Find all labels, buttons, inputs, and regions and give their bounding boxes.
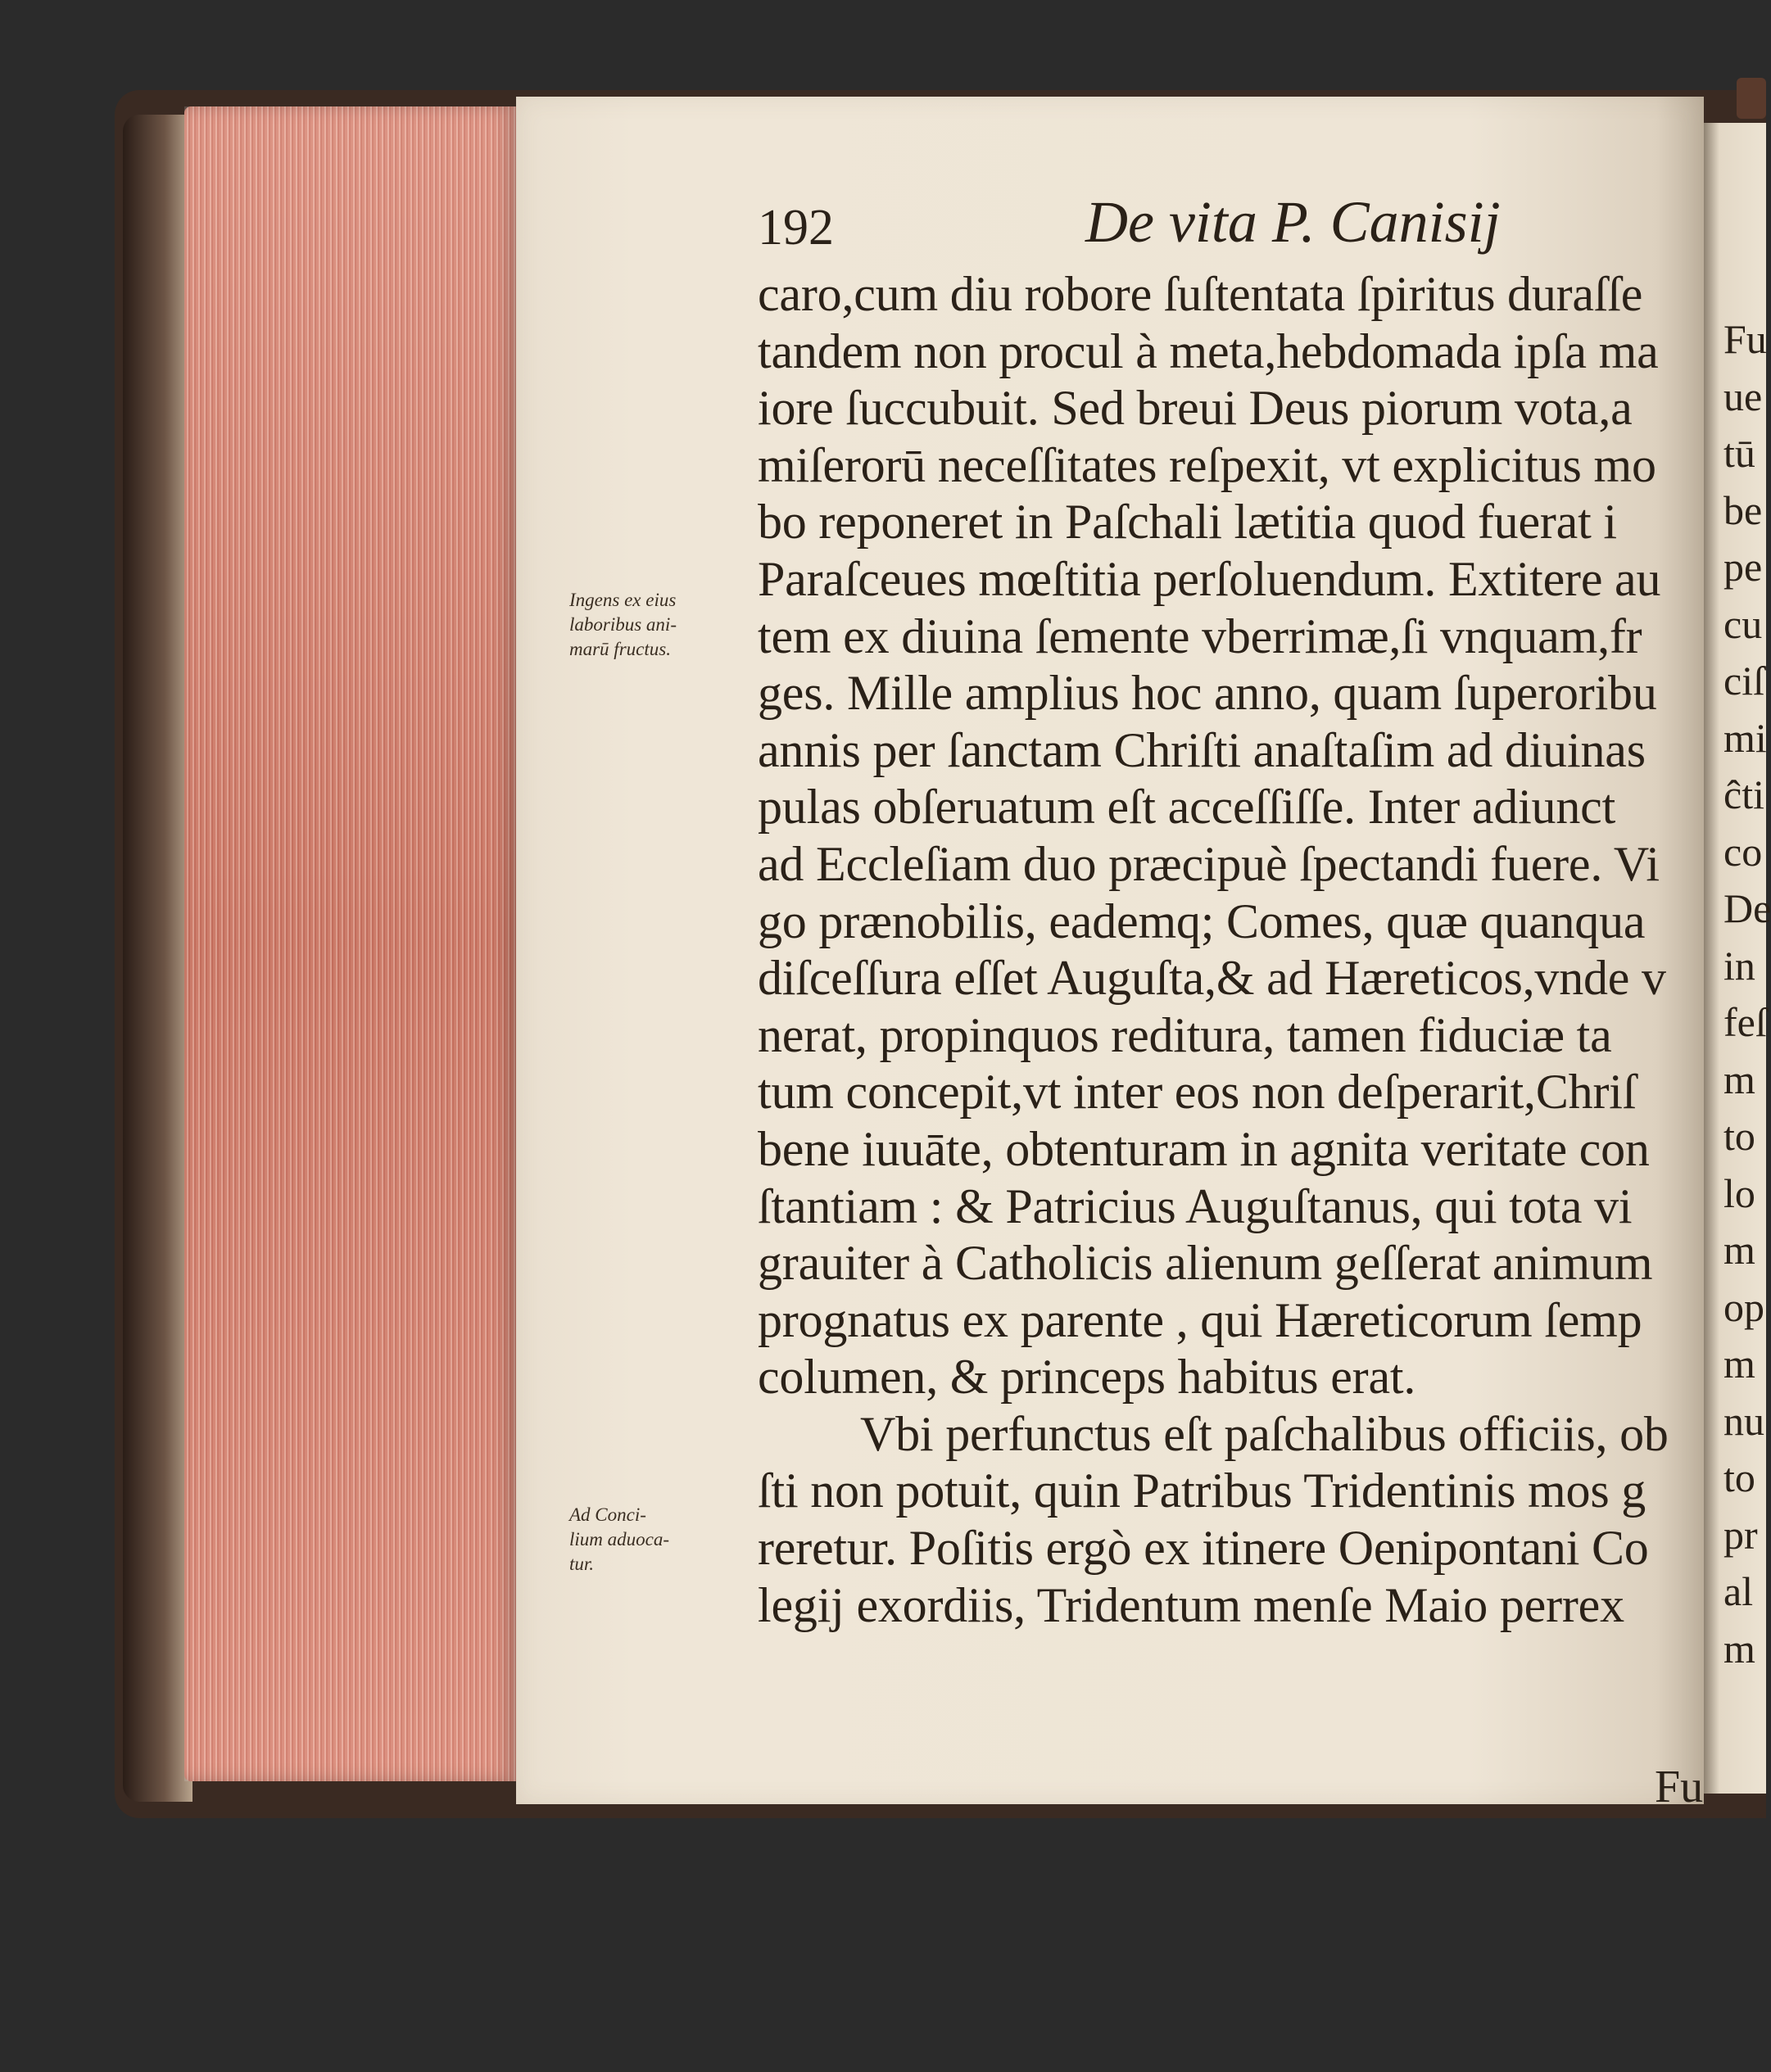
text-line: bene iuuāte, obtenturam in agnita veritate con: [758, 1121, 1650, 1176]
text-line: ſti non potuit, quin Patribus Tridentinis mos g: [758, 1464, 1646, 1518]
text-line: tem ex diuina ſemente vberrimæ,ſi vnquam,fr: [758, 608, 1642, 663]
text-line: caro,cum diu robore ſuſtentata ſpiritus duraſſe: [758, 267, 1643, 321]
text-line: ges. Mille amplius hoc anno, quam ſuperoribu: [758, 666, 1657, 721]
margin-note-2: Ad Conci- lium aduoca- tur.: [569, 1504, 670, 1574]
clasp-strap: [1737, 78, 1766, 119]
text-line: columen, & princeps habitus erat.: [758, 1350, 1416, 1405]
text-line: ad Eccleſiam duo præcipuè ſpectandi fuere. Vi: [758, 836, 1660, 891]
text-line: nerat, propinquos reditura, tamen fiduciæ ta: [758, 1007, 1612, 1062]
text-line: Vbi perfunctus eſt paſchalibus officiis, ob: [860, 1406, 1669, 1461]
red-fore-edge: [184, 106, 516, 1781]
running-title: De vita P. Canisij: [1085, 189, 1501, 255]
facing-page-edge: [1704, 123, 1771, 1794]
text-line: ſtantiam : & Patricius Auguſtanus, qui tota vi: [758, 1179, 1633, 1233]
text-line: miſerorū neceſſitates reſpexit, vt explicitus mo: [758, 437, 1656, 492]
text-line: pulas obſeruatum eſt acceſſiſſe. Inter adiunct: [758, 780, 1616, 835]
text-line: annis per ſanctam Chriſti anaſtaſim ad diuinas: [758, 722, 1646, 777]
catchword: Fu: [1655, 1762, 1704, 1812]
text-line: bo reponeret in Paſchali lætitia quod fuerat i: [758, 495, 1617, 550]
text-line: tandem non procul à meta,hebdomada ipſa ma: [758, 323, 1659, 378]
margin-note-1: Ingens ex eius laboribus ani- marū fructus.: [569, 590, 677, 659]
left-board: [123, 115, 192, 1802]
text-line: tum concepit,vt inter eos non deſperarit,Chriſ: [758, 1065, 1637, 1120]
text-line: go prænobilis, eademq; Comes, quæ quanqua: [758, 893, 1646, 948]
text-line: legij exordiis, Tridentum menſe Maio perrex: [758, 1577, 1624, 1632]
text-line: diſceſſura eſſet Auguſta,& ad Hæreticos,vnde v: [758, 951, 1666, 1006]
text-line: Paraſceues mœſtitia perſoluendum. Extitere au: [758, 551, 1661, 606]
facing-page-fragments: Fu ue tū be pe cu ciſ mi ĉti co De in feſ m to lo m op m nu to pr al m: [1723, 316, 1771, 1672]
text-line: prognatus ex parente , qui Hæreticorum ſemp: [758, 1292, 1642, 1347]
text-line: grauiter à Catholicis alienum geſſerat animum: [758, 1236, 1653, 1291]
body-text: [758, 266, 1716, 1634]
text-line: iore ſuccubuit. Sed breui Deus piorum vota,a: [758, 381, 1633, 436]
page-number: 192: [758, 200, 834, 256]
text-line: reretur. Poſitis ergò ex itinere Oenipontani Co: [758, 1521, 1649, 1576]
